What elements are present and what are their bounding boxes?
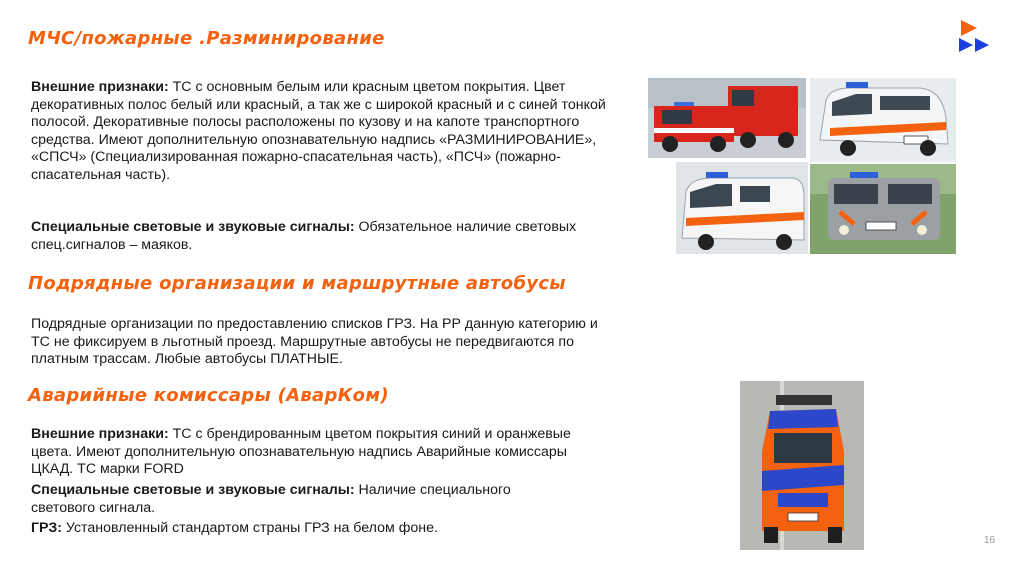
avarkom-external-signs-label: Внешние признаки: (31, 426, 169, 442)
brand-logo-icon (955, 18, 999, 62)
section-title-mchs: МЧС/пожарные .Разминирование (28, 28, 385, 49)
section-title-avarkom: Аварийные комиссары (АварКом) (28, 385, 389, 406)
mchs-external-signs (31, 79, 611, 185)
mchs-signals-label: Специальные световые и звуковые сигналы: (31, 219, 355, 235)
avarkom-grz-text: Установленный стандартом страны ГРЗ на белом фоне. (61, 520, 438, 536)
contractors-text: Подрядные организации по предоставлению списков ГРЗ. На РР данную категорию и ТС не фиксируем в льготный проезд. Маршрутные автобусы не передвигаются по платным трассам. Любые автобусы ПЛАТНЫЕ. (31, 316, 598, 368)
avarkom-signals-text: Наличие специального светового сигнала. (31, 482, 511, 516)
fire-trucks-photo (648, 78, 806, 158)
mchs-external-signs-label: Внешние признаки: (31, 79, 169, 95)
avarkom-external-signs-text: ТС с брендированным цветом покрытия синий и оранжевые цвета. Имеют дополнительную опознавательную надпись Аварийные комиссары ЦКАД. ТС марки FORD (31, 426, 571, 478)
orange-blue-ford-transit-photo (740, 381, 864, 550)
page-number: 16 (984, 535, 996, 546)
mchs-signals (31, 219, 591, 254)
avarkom-signals-label: Специальные световые и звуковые сигналы: (31, 482, 355, 498)
avarkom-grz (31, 520, 571, 538)
grey-uaz-photo (810, 164, 956, 254)
avarkom-grz-label: ГРЗ: (31, 520, 62, 536)
white-ford-van-photo (810, 78, 956, 162)
white-gazelle-photo (676, 162, 808, 254)
mchs-signals-text: Обязательное наличие световых спец.сигналов – маяков. (31, 219, 577, 253)
mchs-external-signs-text: ТС с основным белым или красным цветом покрытия. Цвет декоративных полос белый или красный, а так же с широкой красный и с синей тонкой полосой. Декоративные полосы расположены по кузову и на капоте транспортного средства. Имеют дополнительную опознавательную надпись «РАЗМИНИРОВАНИЕ», «СПСЧ» (Специализированная пожарно-спасательная часть), «ПСЧ» (пожарно-спасательная часть). (31, 79, 606, 183)
avarkom-signals (31, 482, 571, 517)
avarkom-external-signs (31, 426, 571, 479)
section-title-contractors: Подрядные организации и маршрутные автобусы (28, 273, 566, 294)
